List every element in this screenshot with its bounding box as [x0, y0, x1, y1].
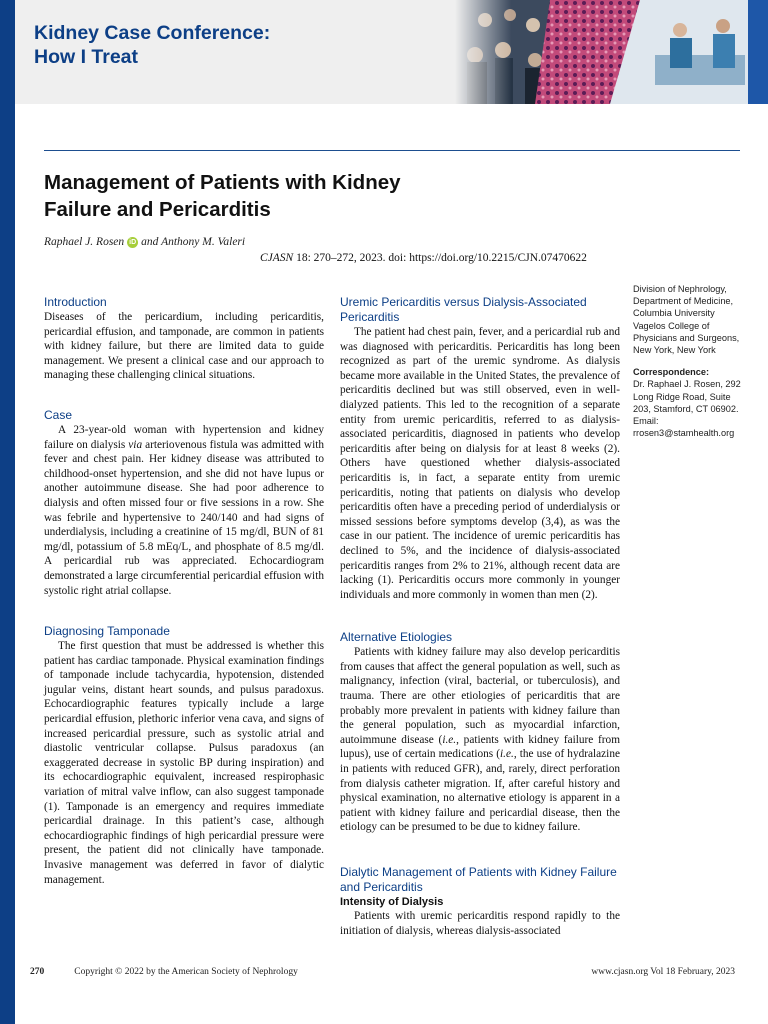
citation-details: 18: 270–272, 2023. doi: https://doi.org/10.2215/CJN.07470622 [296, 252, 587, 264]
copyright: Copyright © 2022 by the American Society of Nephrology [74, 967, 298, 977]
case-paragraph: A 23-year-old woman with hypertension and kidney failure on dialysis via arteriovenous fistula was admitted with fever and chest pain. Her kidney disease was attributed to childhood-onset hypertension, and she did not have lupus or another autoimmune disease. She had poor adherence to dialysis and often missed four or five sessions in a row. She was febrile and hypertensive to 240/140 and had signs of underdialysis, including a creatinine of 15 mg/dl, BUN of 81 mg/dl, potassium of 5.8 mEq/L, and phosphate of 8.5 mg/dl. A pericardial rub was appreciated. Echocardiogram demonstrated a large circumferential pericardial effusion with systolic right atrial collapse. [44, 423, 324, 597]
title-rule [44, 150, 740, 151]
journal-abbrev: CJASN [260, 252, 294, 264]
section-heading-case: Case [44, 407, 73, 422]
series-title-line1: Kidney Case Conference: [34, 22, 271, 44]
correspondence-label: Correspondence: [633, 367, 710, 378]
column-right [340, 295, 620, 938]
sidebar-notes [633, 283, 743, 439]
section-heading-introduction: Introduction [44, 295, 107, 309]
alternative-paragraph: Patients with kidney failure may also develop pericarditis from causes that affect the general population as well, such as malignancy, infection (viral, bacterial, or tuberculosis), and trauma. There are other etiologies of pericarditis that are probably more prevalent in patients with kidney failure than the general population, such as myocardial infarction, autoimmune disease (i.e., patients with kidney failure from lupus), use of certain medications (i.e., the use of hydralazine in patients with reduced GFR), and, rarely, direct perforation from dialysis catheter migration. If, after careful history and physical examination, no alternative etiology is apparent in a patient with kidney failure and pericardial disease, then the etiology can be presumed to be due to kidney failure. [340, 646, 620, 834]
tamponade-paragraph: The first question that must be addressed is whether this patient has cardiac tamponade. Physical examination findings of tamponade include tachycardia, hypotension, distended jugular veins, distant heart sounds, and pulsus paradoxus. Echocardiographic features typically include a large pericardial effusion, plethoric inferior vena cava, and signs of increased pericardial pressure, such as systolic atrial and diastolic ventricular collapse. Pulsus paradoxus (an exaggerated decrease in systolic BP during inspiration) and its echocardiographic equivalent, increased respirophasic variation of mitral valve inflow, can also suggest tamponade (1). Tamponade is an emergency and requires immediate pericardial drainage. In this patient’s case, although echocardiographic findings of high pericardial pressure were present, the patient did not clinically have tamponade. Invasive management was deferred in favor of dialytic management. [44, 640, 324, 886]
author-2: and Anthony M. Valeri [141, 236, 246, 248]
correspondence-text: Dr. Raphael J. Rosen, 292 Long Ridge Road, Suite 203, Stamford, CT 06902. Email: rrosen3@stamhealth.org [633, 379, 741, 439]
orcid-icon[interactable]: iD [129, 238, 137, 246]
column-left [44, 295, 324, 887]
banner-collage-image [455, 0, 768, 104]
page-number: 270 [30, 967, 45, 977]
journal-banner [15, 0, 768, 104]
article-title: Management of Patients with Kidney Failure and Pericarditis [44, 171, 401, 221]
series-title [34, 21, 270, 69]
left-accent-bar [0, 0, 15, 1024]
journal-info[interactable]: www.cjasn.org Vol 18 February, 2023 [591, 967, 735, 977]
author-1: Raphael J. Rosen [44, 236, 125, 248]
uremic-paragraph: The patient had chest pain, fever, and a pericardial rub and was diagnosed with pericarditis. Pericarditis has long been recognized as part of the uremic syndrome. As dialysis became more available in the United States, the prevalence of pericarditis declined but was still observed, even in well-dialyzed patients. This led to the recognition of a separate entity from uremic pericarditis, referred to as dialysis-associated pericarditis, diagnosed in patients who develop pericarditis after being on dialysis for at least 8 weeks (2). Others have questioned whether dialysis-associated pericarditis is, in fact, a separate entity from uremic pericarditis, noting that patients on dialysis who develop pericarditis often have a preceding period of underdialysis or missed sessions before symptoms develop (3,4), as was the case in our patient. The incidence of uremic pericarditis has declined to 5%, and the incidence of dialysis-associated pericarditis ranges from 2% to 21%, although recent data are lacking (1). Pericarditis occurs more commonly in younger individuals and more commonly in women than men (2). [340, 326, 620, 601]
section-heading-alternative: Alternative Etiologies [340, 630, 453, 645]
section-heading-uremic: Uremic Pericarditis versus Dialysis-Associated Pericarditis [340, 295, 587, 324]
subheading-intensity: Intensity of Dialysis [340, 896, 444, 908]
dialytic-paragraph: Patients with uremic pericarditis respond rapidly to the initiation of dialysis, whereas dialysis-associated [340, 910, 620, 937]
section-heading-tamponade: Diagnosing Tamponade [44, 624, 170, 639]
section-heading-dialytic: Dialytic Management of Patients with Kidney Failure and Pericarditis [340, 865, 617, 894]
page-footer [30, 967, 735, 977]
authors [44, 236, 245, 248]
citation [260, 252, 587, 264]
series-title-line2: How I Treat [34, 46, 139, 68]
intro-paragraph: Diseases of the pericardium, including pericarditis, pericardial effusion, and tamponade, are common in patients with kidney failure, but there are limited data to guide management. We present a clinical case and our approach to managing these challenging clinical situations. [44, 311, 324, 382]
affiliation: Division of Nephrology, Department of Medicine, Columbia University Vagelos College of Physicians and Surgeons, New York, New York [633, 284, 740, 356]
